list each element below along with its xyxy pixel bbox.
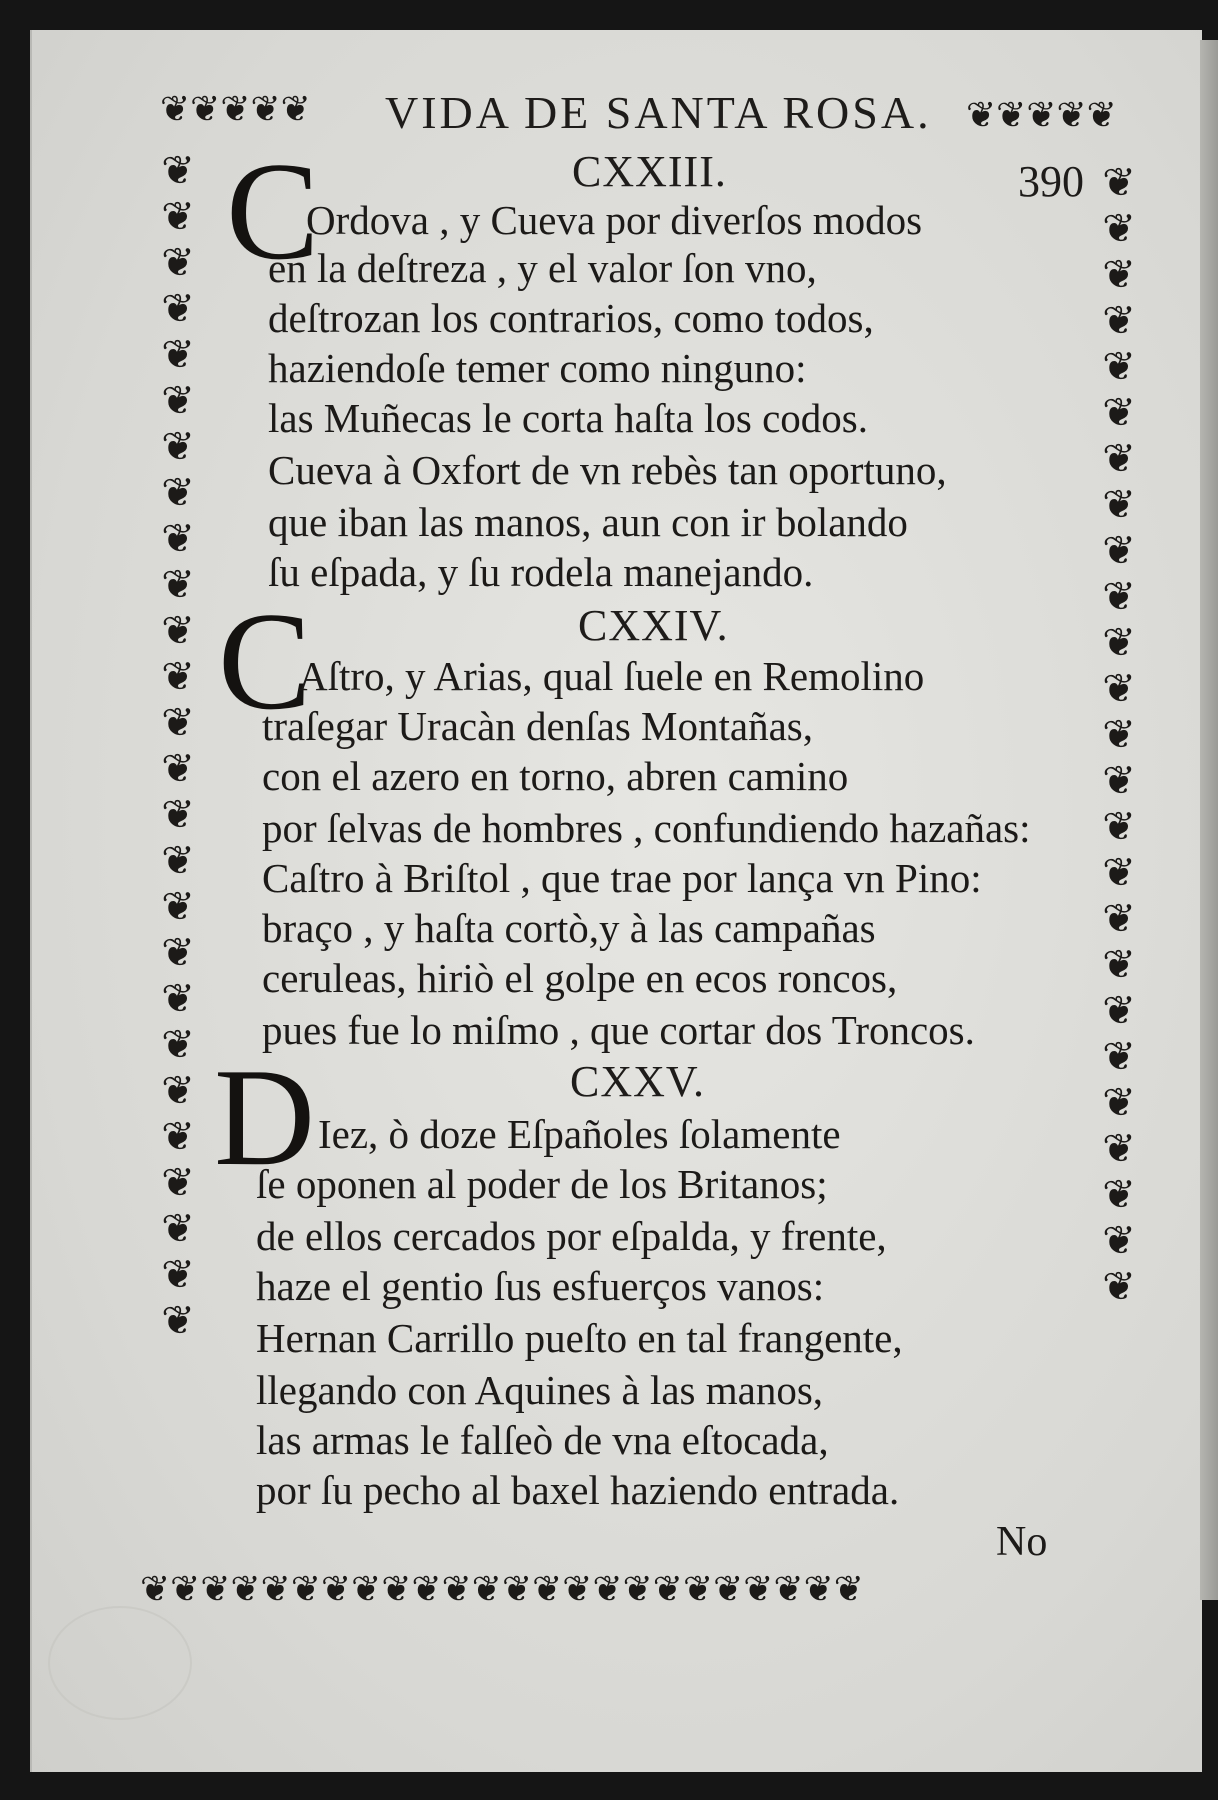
verse-line: braço , y haſta cortò,y à las campañas [262,905,876,951]
catchword: No [996,1519,1048,1565]
verse-line: con el azero en torno, abren camino [262,753,849,799]
drop-cap: D [214,1040,316,1195]
stanza-number: CXXV. [570,1057,706,1106]
verse-line: Caſtro à Briſtol , que trae por lança vn Pino: [262,855,982,901]
verse-line: Iez, ò doze Eſpañoles ſolamente [318,1111,841,1157]
verse-line: llegando con Aquines à las manos, [256,1367,824,1413]
drop-cap: C [218,584,312,739]
stanza-number: CXXIII. [572,147,727,196]
bottom-border-ornament: ❦❦❦❦❦❦❦❦❦❦❦❦❦❦❦❦❦❦❦❦❦❦❦❦ [140,1569,864,1610]
right-border-ornament: ❦ ❦ ❦ ❦ ❦ ❦ ❦ ❦ ❦ ❦ ❦ ❦ ❦ ❦ ❦ ❦ ❦ ❦ ❦ ❦ ❦ ❦ ❦ ❦ ❦ [1102,160,1136,1310]
verse-line: por ſelvas de hombres , confundiendo hazañas: [262,805,1031,851]
verse-line: en la deſtreza , y el valor ſon vno, [268,245,817,291]
library-stamp [48,1606,192,1720]
verse-line: Cueva à Oxfort de vn rebès tan oportuno, [268,447,947,493]
verse-line: ſe oponen al poder de los Britanos; [256,1161,828,1207]
verse-line: por ſu pecho al baxel haziendo entrada. [256,1467,900,1513]
top-left-ornament: ❦❦❦❦❦ [160,89,311,130]
drop-cap: C [226,134,320,289]
stanza-number: CXXIV. [578,601,729,650]
top-right-ornament: ❦❦❦❦❦ [966,95,1117,136]
verse-line: que iban las manos, aun con ir bolando [268,499,908,545]
verse-line: Aſtro, y Arias, qual ſuele en Remolino [298,653,925,699]
verse-line: deſtrozan los contrarios, como todos, [268,295,874,341]
left-border-ornament: ❦ ❦ ❦ ❦ ❦ ❦ ❦ ❦ ❦ ❦ ❦ ❦ ❦ ❦ ❦ ❦ ❦ ❦ ❦ ❦ ❦ ❦ ❦ ❦ ❦ ❦ [161,148,195,1344]
verse-line: traſegar Uracàn denſas Montañas, [262,703,813,749]
verse-line: haze el gentio ſus esfuerços vanos: [256,1263,825,1309]
verse-line: haziendoſe temer como ninguno: [268,345,807,391]
verse-line: ceruleas, hiriò el golpe en ecos roncos, [262,955,898,1001]
verse-line: las Muñecas le corta haſta los codos. [268,395,869,441]
running-head: VIDA DE SANTA ROSA. [385,87,932,138]
verse-line: ſu eſpada, y ſu rodela manejando. [268,549,814,595]
verse-line: Hernan Carrillo pueſto en tal frangente, [256,1315,903,1361]
page-number: 390 [1018,157,1084,206]
verse-line: de ellos cercados por eſpalda, y frente, [256,1213,887,1259]
verse-line: pues fue lo miſmo , que cortar dos Troncos. [262,1007,975,1053]
verse-line: las armas le falſeò de vna eſtocada, [256,1417,829,1463]
verse-line: Ordova , y Cueva por diverſos modos [306,197,923,243]
next-page-edge [1200,40,1218,1600]
